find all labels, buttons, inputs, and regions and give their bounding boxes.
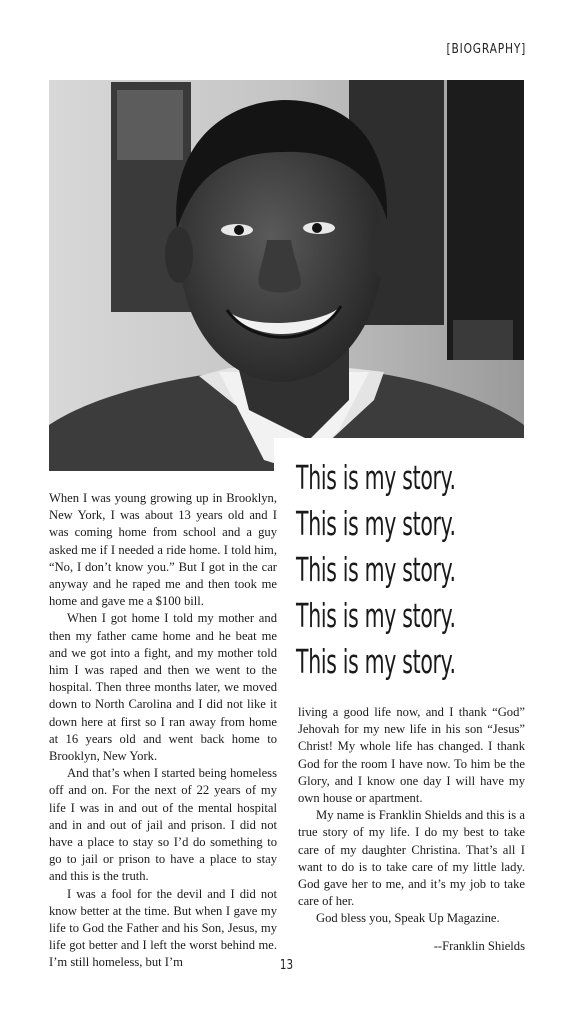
pull-quote-line: This is my story.: [296, 458, 456, 497]
article-paragraph: When I got home I told my mother and then my father came home and he beat me and we got into a fight, and my mother told him I was raped and then we went to the hospital. Then three months later, we moved down to North Carolina and I did not like it down here at first so I ran away from home at 16 years old and went back home to Brooklyn, New York.: [49, 611, 277, 764]
article-paragraph: When I was young growing up in Brooklyn, New York, I was about 13 years old and I was coming home from school and a guy asked me if I needed a ride home. I told him, “No, I don’t know you.” But I got in the car anyway and he raped me and then took me home and gave me a $100 bill.: [49, 491, 277, 609]
pull-quote: [296, 455, 536, 685]
article-paragraph: I was a fool for the devil and I did not know better at the time. But when I gave my life to God the Father and his Son, Jesus, my life got better and I left the worst behind me. I’m still homeless, but I’m: [49, 886, 277, 970]
article-paragraph: God bless you, Speak Up Magazine.: [316, 911, 500, 926]
article-paragraph: And that’s when I started being homeless off and on. For the next of 22 years of my life I was in and out of the mental hospital and in and out of jail and prison. I did not have a place to stay so I’d do something to go to jail or prison to have a place to stay and this is the truth.: [49, 766, 277, 884]
article-paragraph: living a good life now, and I thank “God” Jehovah for my new life in his son “Jesus” Christ! My whole life has changed. I thank God for the room I have now. To him be the Glory, and I know one day I will have my own house or apartment.: [298, 705, 525, 806]
pull-quote-line: This is my story.: [296, 550, 456, 589]
article-column-left: [49, 490, 277, 972]
article-column-right: [298, 704, 525, 955]
page-number: 13: [279, 958, 294, 973]
article-paragraph: My name is Franklin Shields and this is a true story of my life. I do my best to take care of my daughter Christina. That’s all I want to do is to take care of my little lady. God gave her to me, and it’s my job to take care of her.: [298, 808, 525, 909]
portrait-photo: [49, 80, 524, 471]
pull-quote-line: This is my story.: [296, 642, 456, 681]
pull-quote-line: This is my story.: [296, 504, 456, 543]
author-signature: --Franklin Shields: [433, 938, 525, 953]
section-tag: [BIOGRAPHY]: [446, 42, 526, 57]
portrait-illustration: [49, 80, 524, 471]
pull-quote-line: This is my story.: [296, 596, 456, 635]
